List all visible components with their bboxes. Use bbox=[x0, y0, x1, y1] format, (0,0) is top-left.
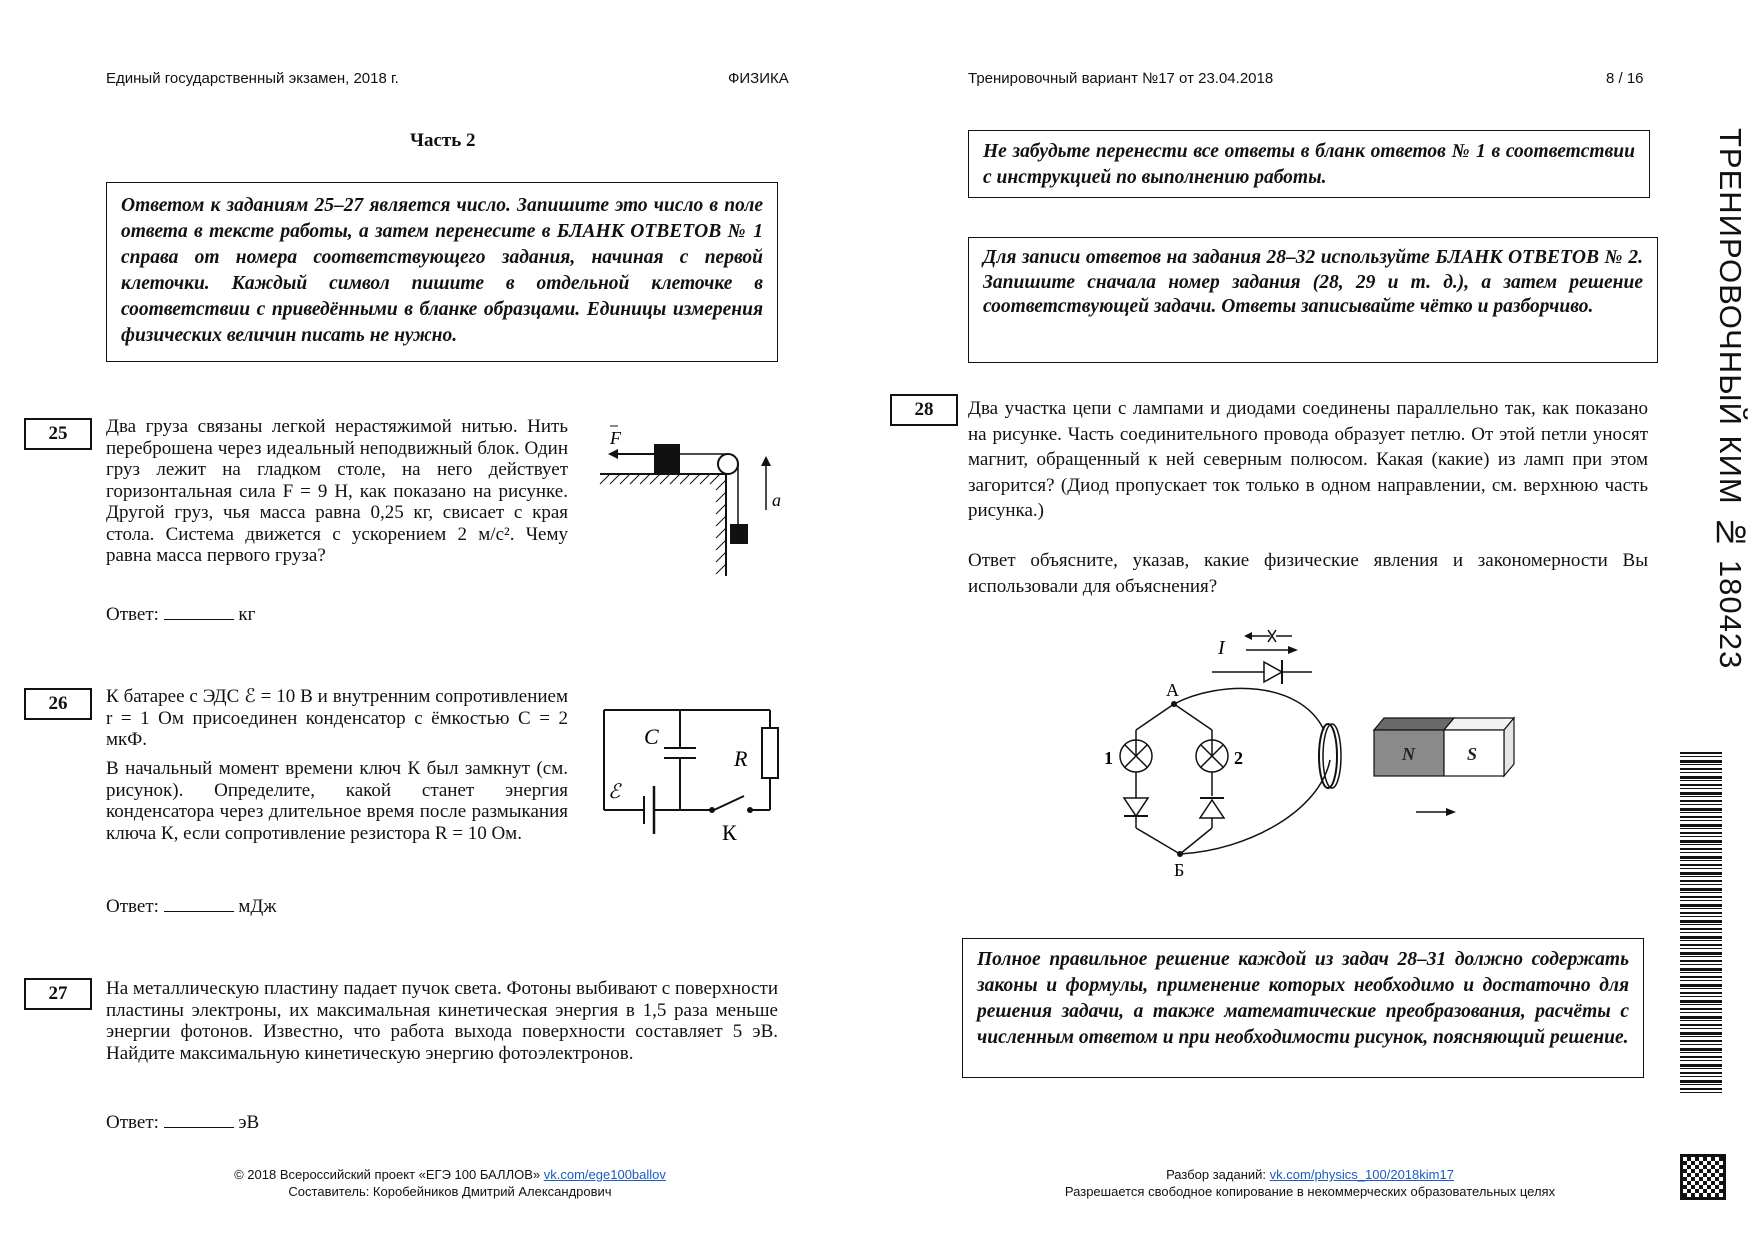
task-26-figure bbox=[596, 700, 786, 850]
lamp-2-label: 2 bbox=[1234, 748, 1243, 768]
acceleration-label: a bbox=[772, 490, 781, 510]
side-kim-label: ТРЕНИРОВОЧНЫЙ КИМ № 180423 bbox=[1713, 128, 1748, 670]
qr-code[interactable] bbox=[1680, 1154, 1726, 1200]
emf-label: ℰ bbox=[608, 781, 621, 803]
instruction-box-right-1 bbox=[968, 130, 1650, 198]
task-27-answer-unit: эВ bbox=[238, 1112, 260, 1133]
instruction-right-2-text: Для записи ответов на задания 28–32 используйте БЛАНК ОТВЕТОВ № 2. Запишите сначала номер задания (28, 29 и т. д.), а затем решение соответствующей задачи. Ответы записывайте чётко и разборчиво. bbox=[983, 247, 1643, 317]
task-25-figure bbox=[596, 420, 796, 580]
instruction-right-1-text: Не забудьте перенести все ответы в бланк ответов № 1 в соответствии с инструкцией по выполнению работы. bbox=[983, 141, 1635, 188]
instruction-left-text: Ответом к заданиям 25–27 является число. Запишите это число в поле ответа в тексте работы, а затем перенесите в БЛАНК ОТВЕТОВ № 1 справа от номера соответствующего задания, начиная с первой клеточки. Каждый символ пишите в отдельной клеточке в соответствии с приведёнными в бланке образцами. Единицы измерения физических величин писать не нужно. bbox=[121, 195, 763, 346]
wire-loop bbox=[1319, 724, 1337, 788]
task-27-answer-label: Ответ: bbox=[106, 1112, 159, 1133]
task-28-figure bbox=[1100, 620, 1520, 880]
footer-analysis: Разбор заданий: bbox=[1166, 1167, 1267, 1182]
footer-copyright: © 2018 Всероссийский проект «ЕГЭ 100 БАЛЛОВ» bbox=[234, 1167, 541, 1182]
switch-label: К bbox=[722, 820, 737, 845]
hanging-block bbox=[730, 524, 748, 544]
magnet-n-label: N bbox=[1402, 744, 1415, 764]
header-left: Единый государственный экзамен, 2018 г. bbox=[106, 70, 399, 87]
wire-top bbox=[1174, 688, 1324, 730]
task-25-text: Два груза связаны легкой нерастяжимой нитью. Нить переброшена через идеальный неподвижный блок. Один груз лежит на гладком столе, на него действует горизонтальная сила F = 9 Н, как показано на рисунке. Другой груз, чья масса равна 0,25 кг, свисает с края стола. Система движется с ускорением 2 м/с². Чему равна масса первого груза? bbox=[106, 416, 568, 566]
instruction-box-right-2 bbox=[968, 237, 1658, 363]
footer-left-line-1 bbox=[150, 1167, 750, 1182]
footer-analysis-link[interactable]: vk.com/physics_100/2018kim17 bbox=[1269, 1167, 1454, 1182]
task-26-text-1: К батарее с ЭДС ℰ = 10 В и внутренним сопротивлением r = 1 Ом присоединен конденсатор с ёмкостью C = 2 мкФ. bbox=[106, 686, 568, 750]
task-28-text-2: Ответ объясните, указав, какие физические явления и закономерности Вы использовали для объяснения? bbox=[968, 550, 1648, 597]
node-a-label: А bbox=[1166, 680, 1179, 700]
resistor bbox=[762, 728, 778, 778]
task-26-answer-unit: мДж bbox=[238, 896, 277, 917]
footer-author: Составитель: Коробейников Дмитрий Александрович bbox=[288, 1184, 612, 1199]
diode-2 bbox=[1200, 800, 1224, 818]
barcode bbox=[1680, 752, 1722, 1096]
task-25-number: 25 bbox=[24, 418, 92, 450]
instruction-box-left bbox=[106, 182, 778, 362]
lamp-1-label: 1 bbox=[1104, 748, 1113, 768]
task-26-answer-label: Ответ: bbox=[106, 896, 159, 917]
task-27-answer-field[interactable] bbox=[164, 1127, 234, 1128]
capacitor-label: C bbox=[644, 724, 659, 749]
task-27-number: 27 bbox=[24, 978, 92, 1010]
footer-copyright-link[interactable]: vk.com/ege100ballov bbox=[543, 1167, 666, 1182]
magnet-s-label: S bbox=[1467, 744, 1478, 764]
block-on-table bbox=[654, 444, 680, 474]
footer-right-line-1 bbox=[960, 1167, 1660, 1182]
task-26-text-2: В начальный момент времени ключ К был замкнут (см. рисунок). Определите, какой станет энергия конденсатора через длительное время после размыкания ключа К, если сопротивление резистора R = 10 Ом. bbox=[106, 758, 568, 844]
task-25-answer-label: Ответ: bbox=[106, 604, 159, 625]
task-28-number: 28 bbox=[890, 394, 958, 426]
task-26-number: 26 bbox=[24, 688, 92, 720]
task-25-answer bbox=[106, 604, 255, 626]
header-page: 8 / 16 bbox=[1606, 70, 1644, 87]
header-subject: ФИЗИКА bbox=[728, 70, 789, 87]
pulley bbox=[718, 454, 738, 474]
task-25-answer-unit: кг bbox=[238, 604, 256, 625]
resistor-label: R bbox=[734, 746, 748, 771]
footer-license: Разрешается свободное копирование в некоммерческих образовательных целях bbox=[1064, 1184, 1556, 1199]
switch-key bbox=[714, 796, 744, 810]
task-25-answer-field[interactable] bbox=[164, 619, 234, 620]
header-variant: Тренировочный вариант №17 от 23.04.2018 bbox=[968, 70, 1274, 87]
current-label: I bbox=[1218, 637, 1225, 659]
instruction-bottom-text: Полное правильное решение каждой из задач 28–31 должно содержать законы и формулы, применение которых необходимо и достаточно для решения задачи, а также математические преобразования, расчёты с численным ответом и при необходимости рисунок, поясняющий решение. bbox=[977, 949, 1629, 1048]
task-26-answer bbox=[106, 896, 277, 918]
instruction-box-bottom bbox=[962, 938, 1644, 1078]
diode-1 bbox=[1124, 798, 1148, 816]
task-26-answer-field[interactable] bbox=[164, 911, 234, 912]
task-27-text: На металлическую пластину падает пучок света. Фотоны выбивают с поверхности пластины электроны, их максимальная кинетическая энергия в 1,5 раза меньше энергии фотонов. Известно, что работа выхода поверхности составляет 5 эВ. Найдите максимальную кинетическую энергию фотоэлектронов. bbox=[106, 978, 778, 1064]
part-title: Часть 2 bbox=[410, 130, 476, 151]
wire-bottom bbox=[1180, 760, 1330, 854]
task-27-answer bbox=[106, 1112, 259, 1134]
node-b-label: Б bbox=[1174, 860, 1185, 880]
force-label: F bbox=[610, 428, 621, 448]
task-28-text-1: Два участка цепи с лампами и диодами соединены параллельно так, как показано на рисунке. Часть соединительного провода образует петлю. От этой петли уносят магнит, обращенный к ней северным полюсом. Какая (какие) из ламп при этом загорится? (Диод пропускает ток только в одном направлении, см. верхнюю часть рисунка.) bbox=[968, 398, 1648, 521]
